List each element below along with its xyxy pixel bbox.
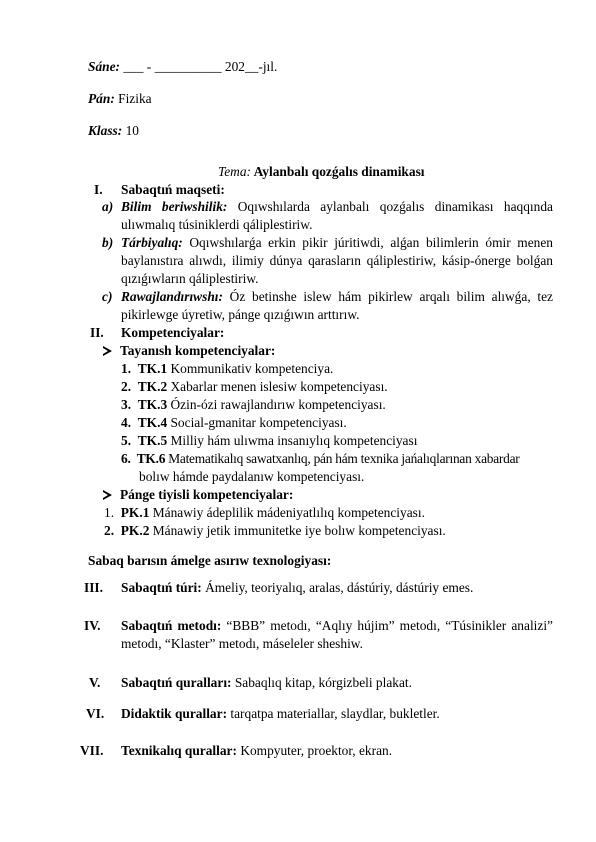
lesson-tools-label: Sabaqtıń quralları: <box>121 675 232 690</box>
goal-b-text-2: baylanıstıra alıwdı, ilimiy dúnya qarasların qáliplestiriw, kásip-ónerge bolǵan <box>121 253 553 268</box>
list-item-code: TK.6 <box>136 451 166 466</box>
technical-tools-label: Texnikalıq qurallar: <box>121 743 237 758</box>
list-item-code: TK.4 <box>137 415 168 430</box>
list-item-code: TK.1 <box>137 361 168 376</box>
goal-c-label: Rawajlandırıwshı: <box>121 289 223 304</box>
goal-a-text-1: Oqıwshılarda aylanbalı qozǵalıs dinamikası haqqında <box>227 199 553 214</box>
goal-b-text-3: qızıǵıwların qáliplestiriw. <box>121 271 259 286</box>
goal-b-marker: b) <box>102 235 114 250</box>
goal-a-text-2: ulıwmalıq túsiniklerdi qáliplestiriw. <box>121 217 313 232</box>
technical-tools-line <box>121 743 392 759</box>
section-6-number: VI. <box>86 706 105 721</box>
goal-c-text-1: Óz betinshe islew hám pikirlew arqalı bilim alıwǵa, tez <box>222 289 553 304</box>
goal-b-text-1: Oqıwshılarǵa erkin pikir júritiwdi, alǵan bilimlerin ómir menen <box>182 235 553 250</box>
core-competencies-title: Tayanısh kompetenciyalar: <box>120 343 276 358</box>
lesson-method-line-1 <box>121 618 553 634</box>
subject-competencies-title: Pánge tiyisli kompetenciyalar: <box>120 487 294 502</box>
list-item <box>121 415 347 431</box>
date-value: ___ - __________ 202__-jıl. <box>120 59 278 74</box>
didactic-tools-label: Didaktik qurallar: <box>121 706 228 721</box>
goal-a-label: Bilim beriwshilik: <box>121 199 228 214</box>
goal-c-line-1 <box>121 289 553 305</box>
goal-a-marker: a) <box>102 199 114 214</box>
subject-line <box>88 91 152 107</box>
subject-label: Pán: <box>88 91 115 106</box>
list-item-text: Milliy hám ulıwma insanıylıq kompetenciyası <box>167 433 418 448</box>
list-item-number: 1. <box>104 505 115 520</box>
topic-label: Tema: <box>218 164 251 179</box>
list-item-code: TK.5 <box>137 433 168 448</box>
section-2-number: II. <box>90 325 104 340</box>
class-line <box>88 123 139 139</box>
lesson-tools-line <box>121 675 412 691</box>
list-item-code: PK.1 <box>120 505 150 520</box>
list-item-number: 2. <box>121 379 132 394</box>
arrow-bullet-icon <box>103 346 112 356</box>
list-item-number: 1. <box>121 361 132 376</box>
lesson-method-text-1: “BBB” metodı, “Aqlıy hújim” metodı, “Túsinikler analizi” <box>221 618 553 633</box>
list-item <box>121 451 519 467</box>
section-5-number: V. <box>89 675 101 690</box>
lesson-type-label: Sabaqtıń túri: <box>121 580 202 595</box>
list-item-number: 5. <box>121 433 132 448</box>
list-item-text: Matematikalıq sawatxanlıq, pán hám texnika jańalıqlarınan xabardar <box>165 451 520 466</box>
list-item-code: PK.2 <box>120 523 150 538</box>
section-4-number: IV. <box>84 618 101 633</box>
core-competencies-heading <box>103 343 275 359</box>
lesson-type-text: Ámeliy, teoriyalıq, aralas, dástúriy, dástúriy emes. <box>201 580 474 595</box>
section-2-title: Kompetenciyalar: <box>121 325 225 340</box>
date-label: Sáne: <box>88 59 120 74</box>
list-item <box>121 361 333 377</box>
goal-b-label: Tárbiyalıq: <box>121 235 183 250</box>
lesson-tools-text: Sabaqlıq kitap, kórgizbeli plakat. <box>231 675 412 690</box>
list-item-text: Kommunikativ kompetenciya. <box>167 361 334 376</box>
technology-heading: Sabaq barısın ámelge asırıw texnologiyası: <box>88 553 332 568</box>
didactic-tools-line <box>121 706 440 722</box>
list-item-number: 2. <box>104 523 115 538</box>
list-item-text: Ózin-ózi rawajlandırıw kompetenciyası. <box>167 397 386 412</box>
list-item <box>104 505 425 521</box>
list-item-text: Mánawiy ádeplilik mádeniyatlılıq kompetenciyası. <box>149 505 425 520</box>
section-3-number: III. <box>84 580 103 595</box>
didactic-tools-text: tarqatpa materiallar, slaydlar, bukletler. <box>227 706 440 721</box>
list-item-code: TK.3 <box>137 397 168 412</box>
goal-c-text-2: pikirlewge úyretiw, pánge qızıǵıwın arttırıw. <box>121 307 360 322</box>
list-item-continuation: bolıw hámde paydalanıw kompetenciyası. <box>139 469 365 484</box>
goal-c-marker: c) <box>102 289 113 304</box>
goal-b-line-1 <box>121 235 553 251</box>
topic-value: Aylanbalı qozǵalıs dinamikası <box>251 164 425 179</box>
date-line <box>88 59 277 75</box>
list-item-number: 4. <box>121 415 132 430</box>
topic-line <box>218 164 425 180</box>
lesson-method-text-2: metodı, “Klaster” metodı, máseleler sheshiw. <box>121 636 363 651</box>
list-item <box>104 523 446 539</box>
list-item-text: Mánawiy jetik immunitetke iye bolıw kompetenciyası. <box>149 523 446 538</box>
section-7-number: VII. <box>80 743 104 758</box>
subject-competencies-heading <box>103 487 293 503</box>
list-item-number: 3. <box>121 397 132 412</box>
class-label: Klass: <box>88 123 123 138</box>
list-item-text: Xabarlar menen islesiw kompetenciyası. <box>167 379 388 394</box>
section-1-number: I. <box>94 182 103 197</box>
goal-a-line-1 <box>121 199 553 215</box>
list-item <box>121 397 386 413</box>
list-item-number: 6. <box>121 451 131 466</box>
lesson-method-label: Sabaqtıń metodı: <box>121 618 222 633</box>
list-item <box>121 433 417 449</box>
subject-value: Fizika <box>114 91 152 106</box>
list-item <box>121 379 388 395</box>
class-value: 10 <box>122 123 139 138</box>
list-item-code: TK.2 <box>137 379 168 394</box>
technical-tools-text: Kompyuter, proektor, ekran. <box>236 743 393 758</box>
list-item-text: Social-gmanitar kompetenciyası. <box>167 415 347 430</box>
section-1-title: Sabaqtıń maqseti: <box>121 182 225 197</box>
lesson-type-line <box>121 580 473 596</box>
arrow-bullet-icon <box>103 490 112 500</box>
